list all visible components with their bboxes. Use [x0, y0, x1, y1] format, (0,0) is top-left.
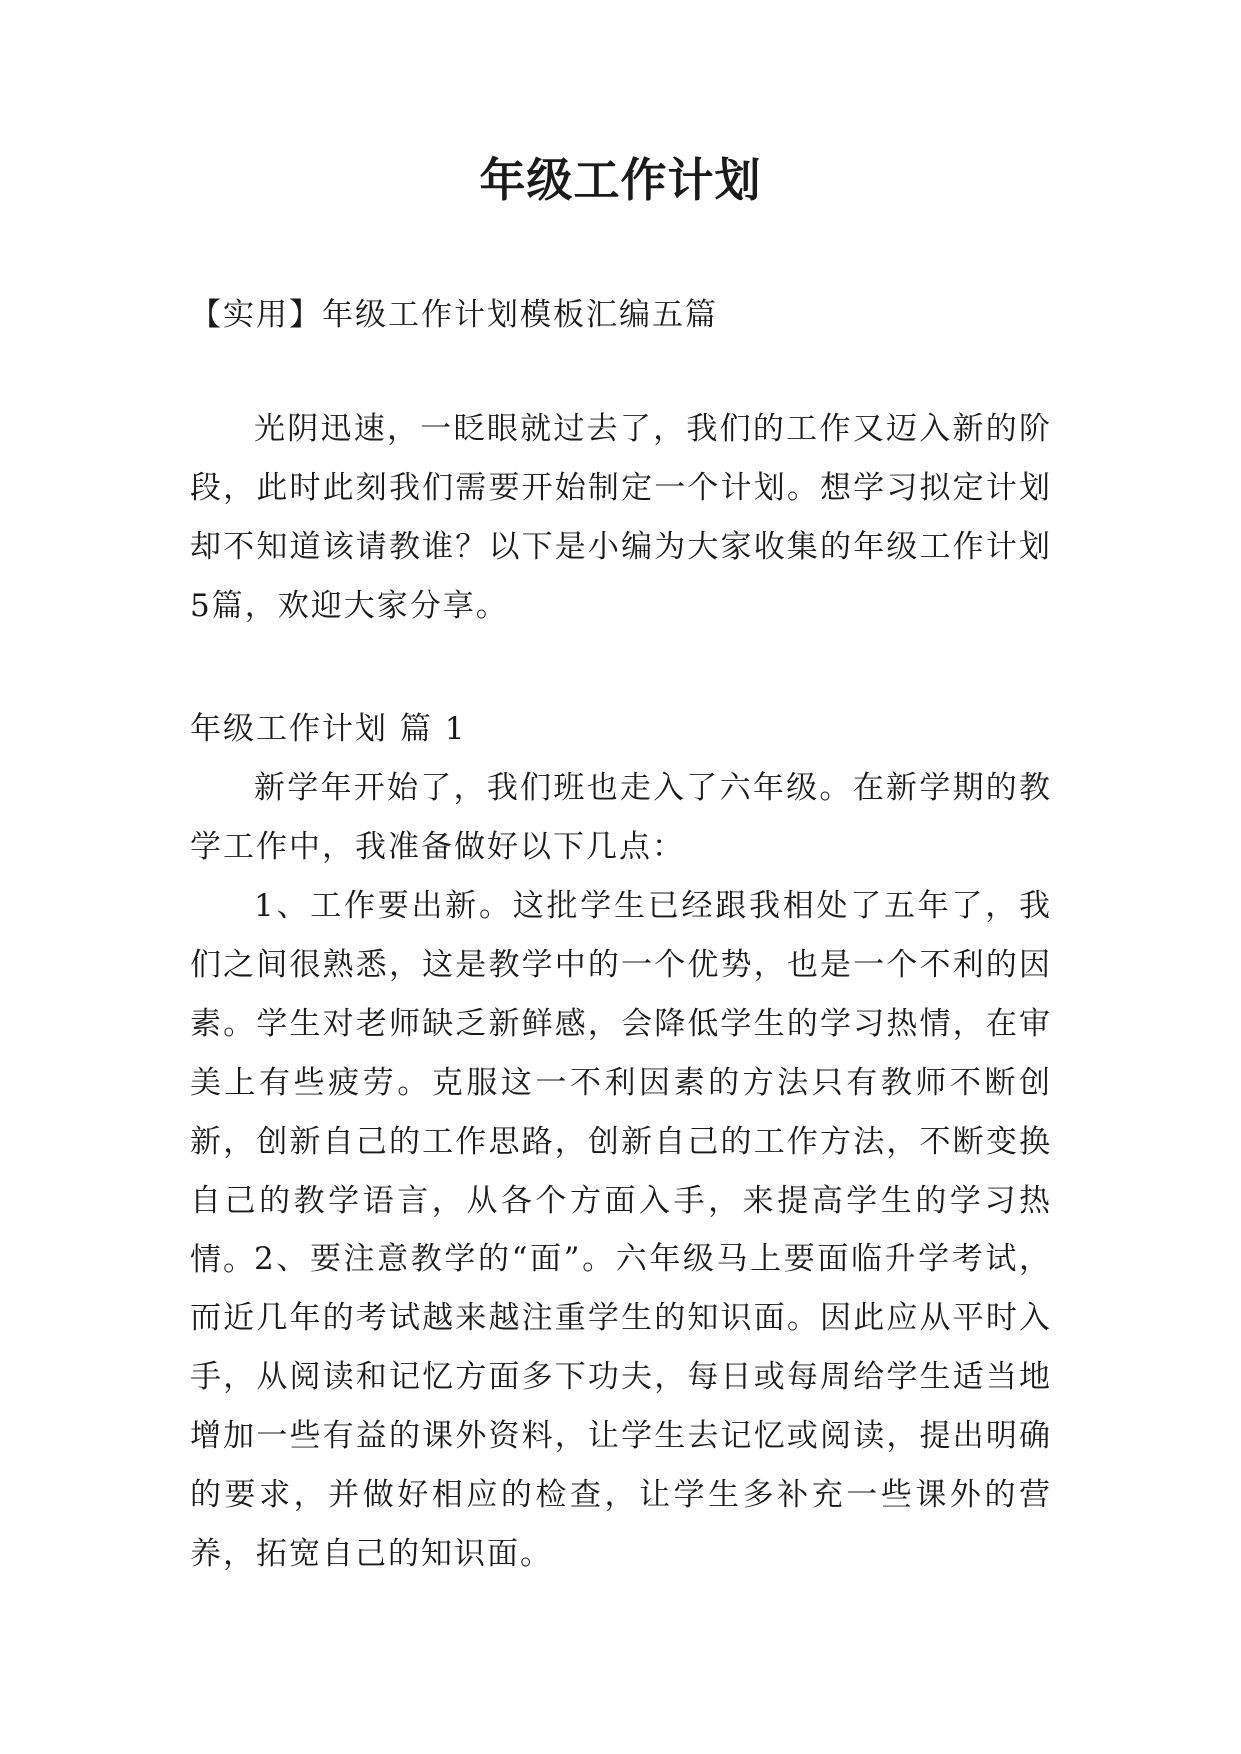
- document-subtitle: 【实用】年级工作计划模板汇编五篇: [190, 297, 718, 333]
- section-paragraph-2: 1、工作要出新。这批学生已经跟我相处了五年了，我们之间很熟悉，这是教学中的一个优势，也是一个不利的因素。学生对老师缺乏新鲜感，会降低学生的学习热情，在审美上有些疲劳。克服这一不利因素的方法只有教师不断创新，创新自己的工作思路，创新自己的工作方法，不断变换自己的教学语言，从各个方面入手，来提高学生的学习热情。: [190, 888, 1052, 1278]
- intro-paragraph: 光阴迅速，一眨眼就过去了，我们的工作又迈入新的阶段，此时此刻我们需要开始制定一个计划。想学习拟定计划却不知道该请教谁？以下是小编为大家收集的年级工作计划5篇，欢迎大家分享。: [190, 411, 1052, 624]
- section-heading: 年级工作计划 篇 1: [190, 711, 467, 747]
- document-title: 年级工作计划: [479, 153, 762, 207]
- section-paragraph-1: 新学年开始了，我们班也走入了六年级。在新学期的教学工作中，我准备做好以下几点：: [190, 770, 1052, 865]
- section-paragraph-3: 2、要注意教学的“面”。六年级马上要面临升学考试，而近几年的考试越来越注重学生的知识面。因此应从平时入手，从阅读和记忆方面多下功夫，每日或每周给学生适当地增加一些有益的课外资料，让学生去记忆或阅读，提出明确的要求，并做好相应的检查，让学生多补充一些课外的营养，拓宽自己的知识面。: [190, 1241, 1052, 1572]
